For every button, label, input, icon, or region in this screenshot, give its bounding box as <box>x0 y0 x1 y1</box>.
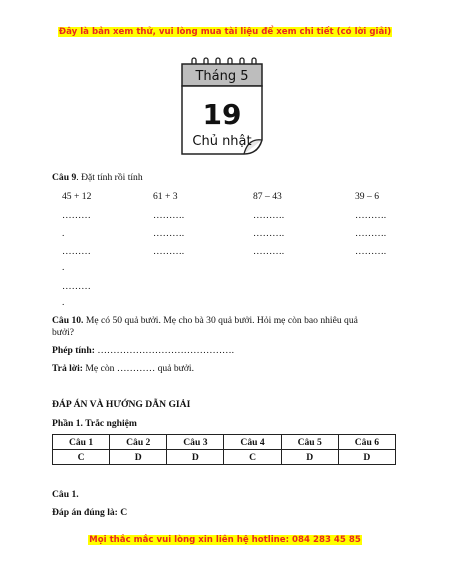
answer-table-cell: C <box>53 450 110 465</box>
answer-q1-label: Câu 1. <box>52 489 79 500</box>
q9-problem-4: 39 – 6 <box>355 191 379 202</box>
calendar-illustration <box>178 56 266 158</box>
answer-table-header: Câu 2 <box>110 435 167 450</box>
answer-table <box>52 434 396 465</box>
q9-row2-col4: ………. <box>355 228 387 239</box>
q10-answer <box>52 363 194 375</box>
q9-problem-3: 87 – 43 <box>253 191 282 202</box>
q10-text-1: Mẹ có 50 quả bưởi. Mẹ cho bà 30 quả bưởi. Hỏi mẹ còn bao nhiêu quả <box>83 315 358 326</box>
q10-calc-dots: ……………………………………. <box>94 345 235 356</box>
answers-part1: Phần 1. Trắc nghiệm <box>52 418 137 429</box>
preview-banner <box>0 27 450 37</box>
q9-row3-col4: ………. <box>355 246 387 257</box>
answer-table-header: Câu 3 <box>167 435 224 450</box>
answer-q1-text: Đáp án đúng là: C <box>52 507 128 518</box>
answer-table-header: Câu 5 <box>281 435 338 450</box>
answer-table-cell: D <box>338 450 395 465</box>
hotline-banner <box>0 535 450 545</box>
q9-row2-col3: ………. <box>253 228 285 239</box>
q9-row3-col1: ……… <box>62 246 91 257</box>
answer-table-header: Câu 1 <box>53 435 110 450</box>
q9-text: . Đặt tính rồi tính <box>76 172 143 183</box>
hotline-banner-text: Mọi thắc mắc vui lòng xin liên hệ hotline: 084 283 45 85 <box>89 535 361 545</box>
q9-row1-col1: ……… <box>62 210 91 221</box>
q10-label: Câu 10. <box>52 315 84 326</box>
calendar-month: Tháng 5 <box>195 69 249 84</box>
q10-line-1 <box>52 315 358 327</box>
answers-heading: ĐÁP ÁN VÀ HƯỚNG DẪN GIẢI <box>52 399 191 410</box>
preview-banner-text: Đây là bản xem thử, vui lòng mua tài liệu để xem chi tiết (có lời giải) <box>58 27 392 37</box>
q9-row1-col4: ………. <box>355 210 387 221</box>
q9-label: Câu 9 <box>52 172 77 183</box>
answer-table-cell: C <box>224 450 281 465</box>
q9-row2-col2: ………. <box>153 228 185 239</box>
q9-row1-col3: ………. <box>253 210 285 221</box>
q10-answer-text: Mẹ còn ………… quả bưởi. <box>82 363 194 374</box>
answer-table-cell: D <box>110 450 167 465</box>
answer-table-header: Câu 4 <box>224 435 281 450</box>
answer-table-value-row <box>53 450 396 465</box>
q9-row3-col2: ………. <box>153 246 185 257</box>
calendar-day: 19 <box>202 98 242 131</box>
q9-problem-1: 45 + 12 <box>62 191 92 202</box>
q9-row1-col2: ………. <box>153 210 185 221</box>
q9-extra-1: . <box>62 262 65 273</box>
q9-row3-col3: ………. <box>253 246 285 257</box>
answer-table-header: Câu 6 <box>338 435 395 450</box>
answer-table-header-row <box>53 435 396 450</box>
answer-table-cell: D <box>281 450 338 465</box>
q10-calc <box>52 345 234 357</box>
answer-table-cell: D <box>167 450 224 465</box>
q10-calc-label: Phép tính: <box>52 345 95 356</box>
q9-problem-2: 61 + 3 <box>153 191 178 202</box>
q10-text-2: bưởi? <box>52 327 74 338</box>
calendar-weekday: Chủ nhật <box>192 134 252 149</box>
q9-title <box>52 172 143 184</box>
q9-extra-2: ……… <box>62 281 91 292</box>
q10-answer-label: Trả lời: <box>52 363 83 374</box>
q9-row2-col1: . <box>62 228 65 239</box>
q9-extra-3: . <box>62 297 65 308</box>
